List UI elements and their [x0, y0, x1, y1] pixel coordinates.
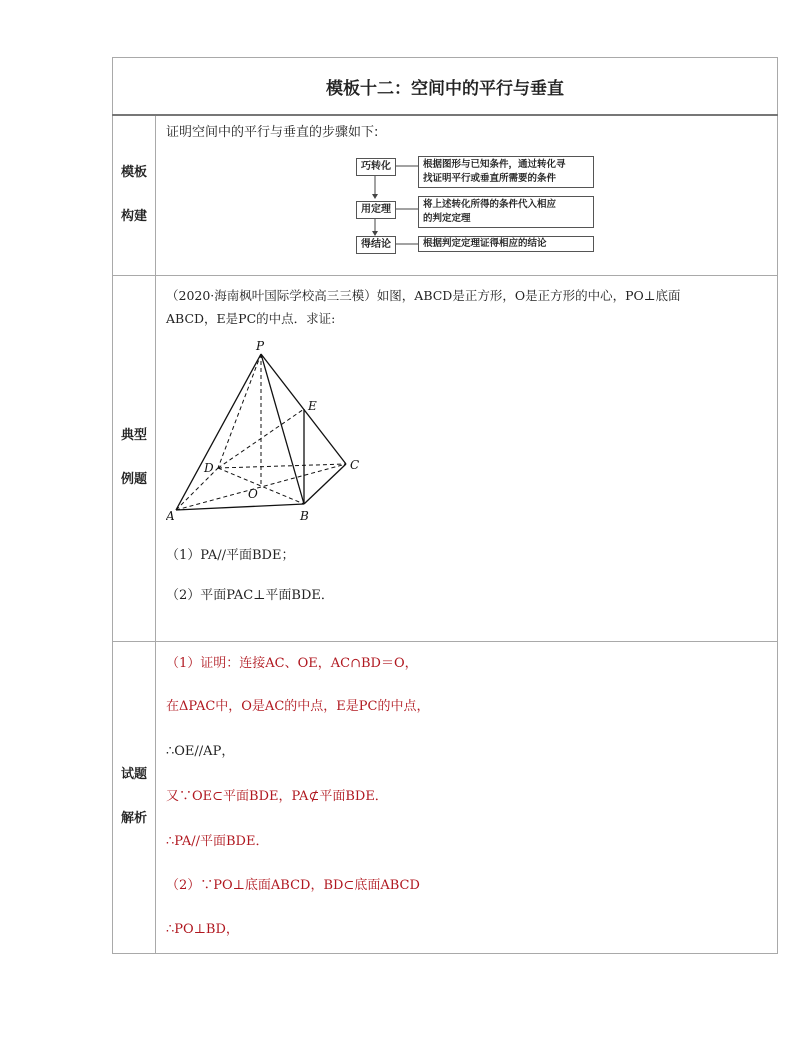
problem-text: （2020·海南枫叶国际学校高三三模）如图，ABCD是正方形，O是正方形的中心，PO⊥底面 — [166, 287, 681, 303]
label-line: 解析 — [120, 811, 147, 826]
vertex-label-p: P — [256, 338, 265, 353]
vertex-label-o: O — [248, 486, 258, 501]
solution-line: ∴PA//平面BDE． — [166, 833, 269, 849]
vertex-label-d: D — [204, 460, 214, 475]
row-label-template — [113, 115, 156, 275]
flowchart — [356, 156, 594, 252]
label-line: 模板 — [120, 165, 147, 181]
step-desc-line: 根据判定定理证得相应的结论 — [423, 238, 547, 249]
row-label-example — [113, 275, 156, 641]
step-box: 得结论 — [356, 236, 396, 254]
vertex-label-e: E — [308, 398, 317, 413]
page-title: 模板十二：空间中的平行与垂直 — [113, 58, 778, 116]
question-2: （2）平面PAC⊥平面BDE． — [166, 587, 334, 603]
step-desc-line: 将上述转化所得的条件代入相应 — [423, 199, 557, 210]
solution-line: （1）证明：连接AC、OE，AC∩BD＝O， — [166, 655, 418, 671]
vertex-label-a: A — [166, 508, 175, 523]
question-1: （1）PA//平面BDE； — [166, 547, 295, 563]
vertex-label-c: C — [350, 457, 360, 472]
solution-line: （2）∵PO⊥底面ABCD，BD⊂底面ABCD — [166, 877, 420, 893]
step-desc-box — [418, 236, 594, 252]
template-intro: 证明空间中的平行与垂直的步骤如下: — [166, 125, 379, 140]
step-box: 用定理 — [356, 201, 396, 219]
step-desc-box — [418, 196, 594, 228]
example-content — [156, 275, 778, 641]
step-desc-line: 的判定定理 — [423, 213, 471, 224]
solution-content — [156, 641, 778, 953]
row-label-solution — [113, 641, 156, 953]
solution-line: 又∵OE⊂平面BDE，PA⊄平面BDE． — [166, 788, 388, 804]
step-desc-line: 根据图形与已知条件，通过转化寻 — [423, 159, 566, 170]
solution-line: ∴PO⊥BD， — [166, 921, 239, 937]
template-table — [112, 57, 778, 954]
solution-line: 在ΔPAC中，O是AC的中点，E是PC的中点， — [166, 698, 430, 714]
label-line: 典型 — [120, 428, 147, 443]
label-line: 试题 — [120, 767, 147, 782]
label-line: 构建 — [120, 209, 147, 225]
document-sheet — [112, 57, 777, 954]
vertex-label-b: B — [300, 508, 309, 523]
step-box: 巧转化 — [356, 158, 396, 176]
solution-line: ∴OE//AP， — [166, 743, 235, 759]
label-line: 例题 — [120, 472, 147, 487]
pyramid-figure — [166, 338, 366, 528]
step-desc-line: 找证明平行或垂直所需要的条件 — [423, 173, 557, 184]
template-content — [156, 115, 778, 275]
problem-text: ABCD，E是PC的中点．求证: — [166, 310, 336, 326]
step-desc-box — [418, 156, 594, 188]
